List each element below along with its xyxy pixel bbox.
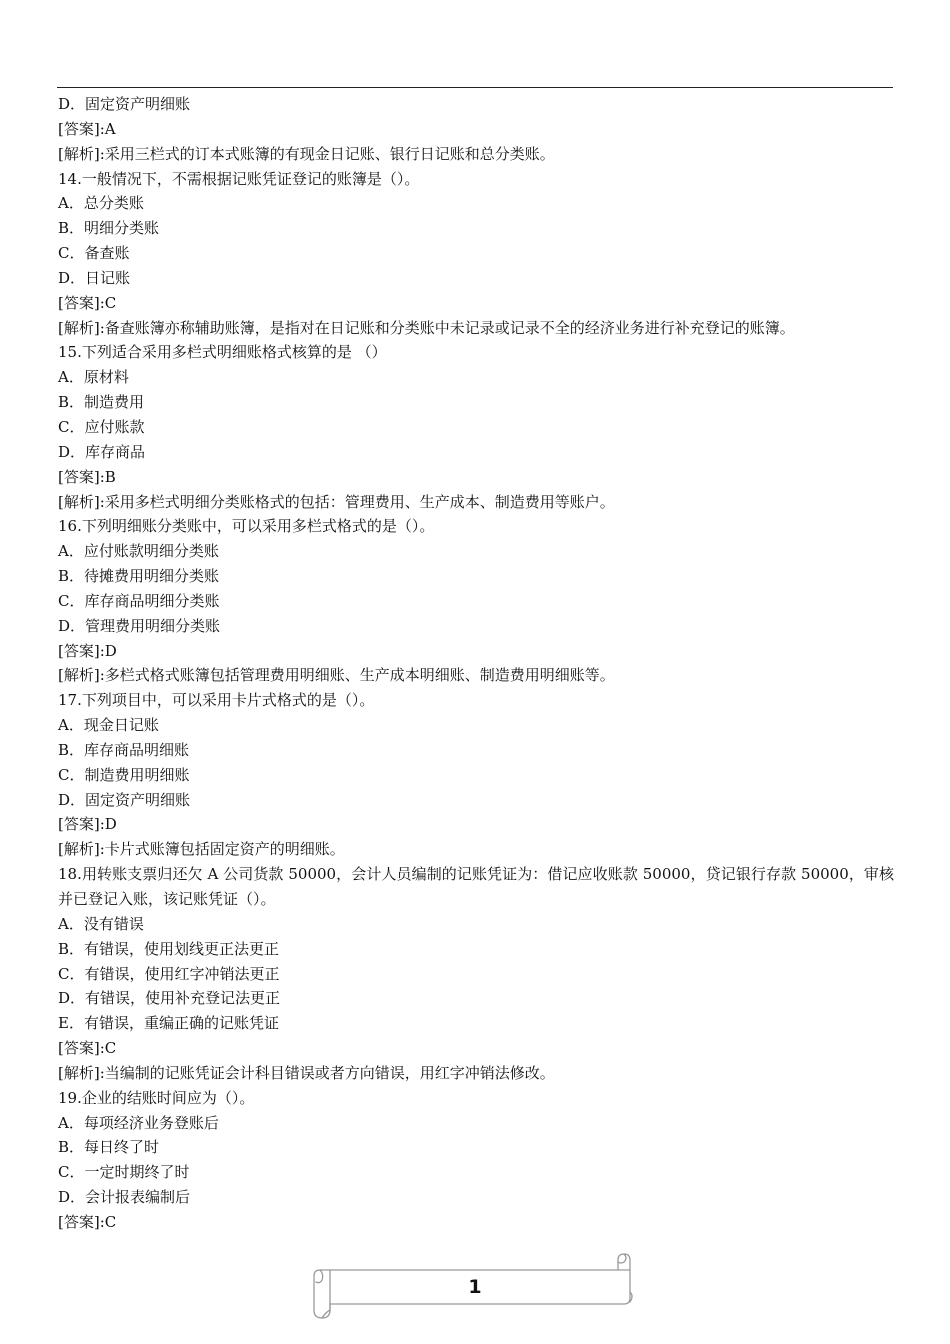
option-line: D．固定资产明细账 [58, 790, 191, 809]
option-line: C．库存商品明细分类账 [58, 591, 220, 610]
option-line: A．每项经济业务登账后 [58, 1113, 219, 1132]
option-line: B．制造费用 [58, 393, 145, 412]
explanation-line: [解析]:采用三栏式的订本式账簿的有现金日记账、银行日记账和总分类账。 [58, 144, 555, 163]
document-body [58, 92, 894, 1235]
answer-line: [答案]:C [58, 1212, 117, 1231]
header-rule [57, 87, 893, 88]
answer-line: [答案]:C [58, 1039, 117, 1058]
answer-line: [答案]:D [58, 641, 117, 660]
option-line: B．库存商品明细账 [58, 740, 190, 759]
option-line: D．日记账 [58, 268, 131, 287]
option-line: D．有错误，使用补充登记法更正 [58, 989, 281, 1008]
option-line: A．没有错误 [58, 914, 144, 933]
option-line: B．明细分类账 [58, 219, 160, 238]
option-line: C．备查账 [58, 244, 130, 263]
option-line: C．有错误，使用红字冲销法更正 [58, 964, 280, 983]
option-line: C．制造费用明细账 [58, 765, 190, 784]
option-line: A．原材料 [58, 368, 129, 387]
option-line: B．每日终了时 [58, 1138, 160, 1157]
option-line: D．库存商品 [58, 442, 146, 461]
question-19: 19.企业的结账时间应为（）。 [58, 1088, 255, 1107]
answer-line: [答案]:C [58, 293, 117, 312]
question-17: 17.下列项目中，可以采用卡片式格式的是（）。 [58, 691, 375, 710]
question-16: 16.下列明细账分类账中，可以采用多栏式格式的是（）。 [58, 517, 435, 536]
explanation-line: [解析]:当编制的记账凭证会计科目错误或者方向错误，用红字冲销法修改。 [58, 1063, 555, 1082]
option-line: A．总分类账 [58, 194, 144, 213]
answer-line: [答案]:A [58, 119, 116, 138]
answer-line: [答案]:B [58, 467, 116, 486]
explanation-line: [解析]:采用多栏式明细分类账格式的包括：管理费用、生产成本、制造费用等账户。 [58, 492, 615, 511]
option-line: B．有错误，使用划线更正法更正 [58, 939, 280, 958]
option-line: A．应付账款明细分类账 [58, 542, 219, 561]
explanation-line: [解析]:多栏式格式账簿包括管理费用明细账、生产成本明细账、制造费用明细账等。 [58, 666, 615, 685]
option-line: D．会计报表编制后 [58, 1188, 191, 1207]
option-line: D．管理费用明细分类账 [58, 616, 221, 635]
question-15: 15.下列适合采用多栏式明细账格式核算的是 （） [58, 343, 387, 362]
question-14: 14.一般情况下，不需根据记账凭证登记的账簿是（）。 [58, 169, 420, 188]
answer-line: [答案]:D [58, 815, 117, 834]
option-line: B．待摊费用明细分类账 [58, 567, 220, 586]
option-line: C．一定时期终了时 [58, 1163, 190, 1182]
question-18: 18.用转账支票归还欠 A 公司货款 50000，会计人员编制的记账凭证为：借记应收账款 50000，贷记银行存款 50000，审核并已登记入账，该记账凭证（）。 [58, 865, 894, 908]
page-number: 1 [468, 1276, 482, 1298]
option-line: E．有错误，重编正确的记账凭证 [58, 1014, 279, 1033]
option-line: A．现金日记账 [58, 716, 159, 735]
explanation-line: [解析]:备查账簿亦称辅助账簿，是指对在日记账和分类账中未记录或记录不全的经济业务进行补充登记的账簿。 [58, 318, 795, 337]
page-footer [312, 1252, 638, 1322]
text-line: D．固定资产明细账 [58, 95, 191, 113]
option-line: C．应付账款 [58, 417, 145, 436]
explanation-line: [解析]:卡片式账簿包括固定资产的明细账。 [58, 840, 345, 859]
